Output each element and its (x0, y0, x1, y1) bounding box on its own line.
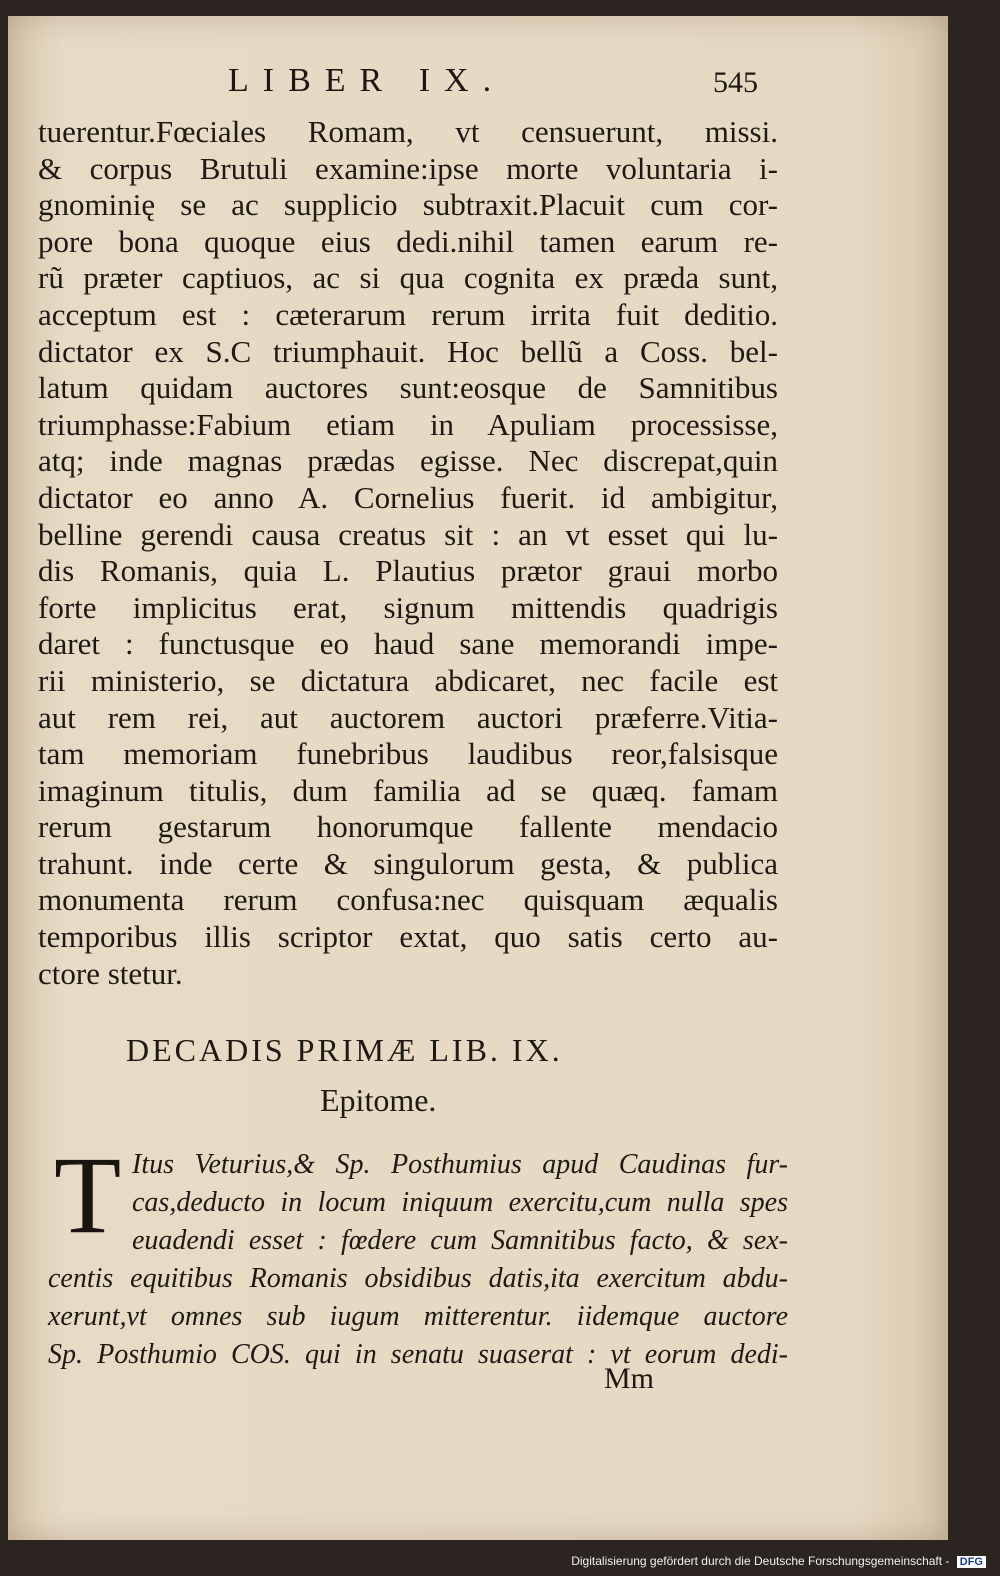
text-line: belline gerendi causa creatus sit : an vt esset qui lu- (38, 516, 778, 552)
epitome-line: cas,deducto in locum iniquum exercitu,cum nulla spes (132, 1187, 788, 1218)
text-line: aut rem rei, aut auctorem auctori præferre.Vitia- (38, 699, 778, 735)
catchword: Mm (604, 1362, 655, 1395)
epitome-line: euadendi esset : fœdere cum Samnitibus facto, & sex- (132, 1225, 788, 1256)
text-line: dictator eo anno A. Cornelius fuerit. id ambigitur, (38, 479, 778, 515)
text-line: triumphasse:Fabium etiam in Apuliam processisse, (38, 406, 778, 442)
text-line: acceptum est : cæterarum rerum irrita fuit deditio. (38, 296, 778, 332)
section-title: DECADIS PRIMÆ LIB. IX. (126, 1032, 563, 1068)
epitome-line: xerunt,vt omnes sub iugum mitterentur. iidemque auctore (48, 1301, 788, 1332)
text-line: trahunt. inde certe & singulorum gesta, & publica (38, 845, 778, 881)
epitome-text (48, 1134, 788, 1374)
text-line: rũ præter captiuos, ac si qua cognita ex præda sunt, (38, 260, 778, 296)
text-line: pore bona quoque eius dedi.nihil tamen earum re- (38, 223, 778, 259)
text-line: tuerentur.Fœciales Romam, vt censuerunt, missi. (38, 114, 778, 149)
book-page (8, 16, 948, 1540)
text-line: & corpus Brutuli examine:ipse morte voluntaria i- (38, 150, 778, 186)
main-text (38, 114, 778, 992)
epitome-line: Sp. Posthumio COS. qui in senatu suaserat : vt eorum dedi- (48, 1339, 788, 1370)
text-line: rii ministerio, se dictatura abdicaret, nec facile est (38, 662, 778, 698)
text-line: dictator ex S.C triumphauit. Hoc bellũ a Coss. bel- (38, 333, 778, 369)
text-line: imaginum titulis, dum familia ad se quæq. famam (38, 772, 778, 808)
section-subtitle: Epitome. (320, 1082, 437, 1118)
credit-text: Digitalisierung gefördert durch die Deutsche Forschungsgemeinschaft - (571, 1554, 950, 1568)
text-line: latum quidam auctores sunt:eosque de Samnitibus (38, 370, 778, 406)
text-line: monumenta rerum confusa:nec quisquam æqualis (38, 882, 778, 918)
text-line: dis Romanis, quia L. Plautius prætor graui morbo (38, 553, 778, 589)
page-header (228, 62, 758, 102)
epitome-line: Itus Veturius,& Sp. Posthumius apud Caudinas fur- (132, 1149, 788, 1180)
text-line: forte implicitus erat, signum mittendis quadrigis (38, 589, 778, 625)
dfg-logo: DFG (957, 1556, 986, 1568)
text-line: ctore stetur. (38, 955, 183, 991)
text-line: daret : functusque eo haud sane memorandi impe- (38, 626, 778, 662)
epitome-line: centis equitibus Romanis obsidibus datis,ita exercitum abdu- (48, 1263, 788, 1294)
digitization-credit (571, 1554, 986, 1568)
running-head: LIBER IX. (228, 62, 506, 99)
text-line: rerum gestarum honorumque fallente mendacio (38, 809, 778, 845)
drop-cap: T (54, 1134, 122, 1256)
page-number: 545 (713, 66, 758, 99)
text-line: gnominię se ac supplicio subtraxit.Placuit cum cor- (38, 187, 778, 223)
text-line: temporibus illis scriptor extat, quo satis certo au- (38, 919, 778, 955)
text-line: atq; inde magnas prædas egisse. Nec discrepat,quin (38, 443, 778, 479)
text-line: tam memoriam funebribus laudibus reor,falsisque (38, 736, 778, 772)
